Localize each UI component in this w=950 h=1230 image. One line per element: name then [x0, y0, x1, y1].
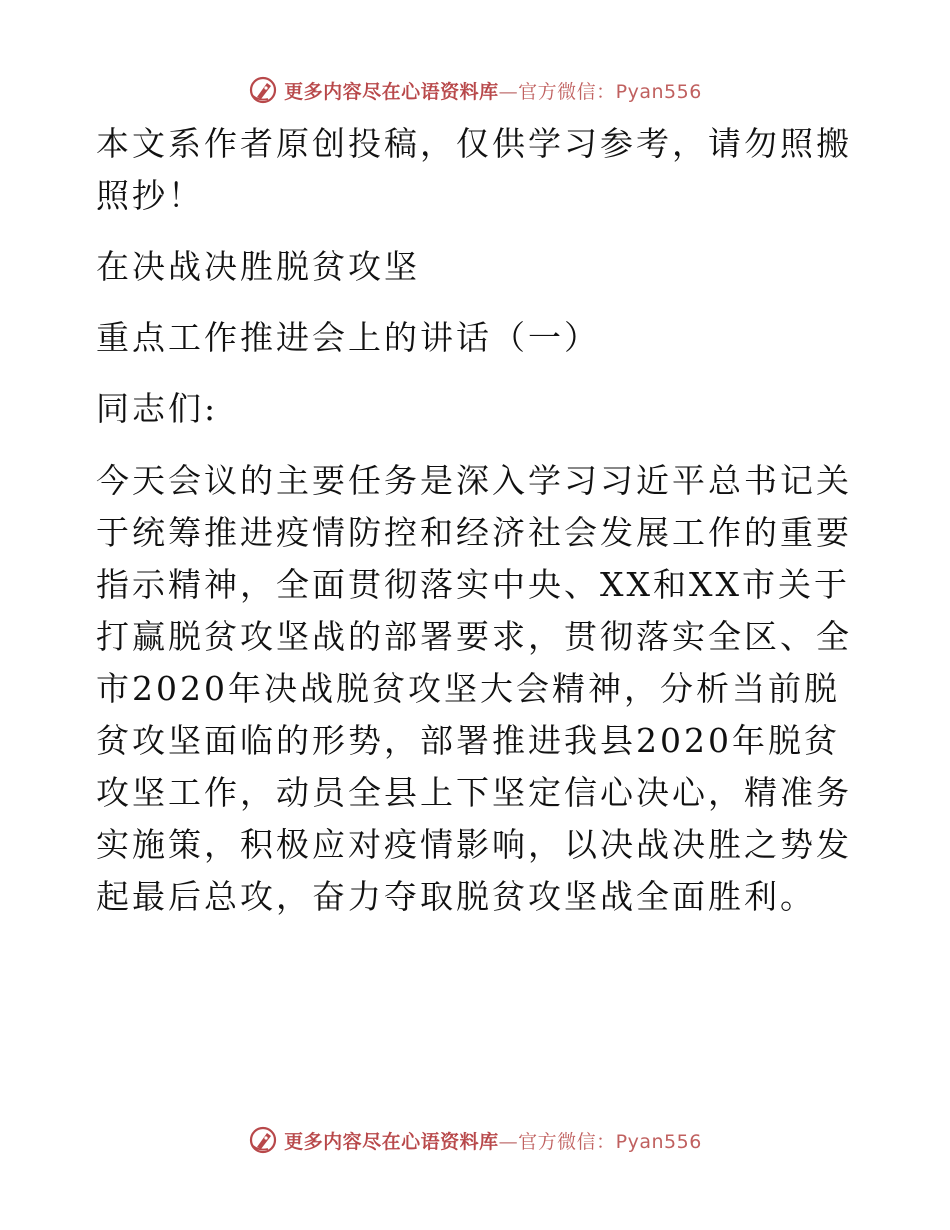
footer-watermark	[0, 1120, 950, 1160]
watermark-separator: —	[498, 1130, 519, 1153]
header-watermark	[0, 70, 950, 110]
watermark-wechat: 官方微信：Pyan556	[518, 80, 702, 103]
body-paragraph: 今天会议的主要任务是深入学习习近平总书记关于统筹推进疫情防控和经济社会发展工作的重要指示精神，全面贯彻落实中央、XX和XX市关于打赢脱贫攻坚战的部署要求，贯彻落实全区、全市2020年决战脱贫攻坚大会精神，分析当前脱贫攻坚面临的形势，部署推进我县2020年脱贫攻坚工作，动员全县上下坚定信心决心，精准务实施策，积极应对疫情影响，以决战决胜之势发起最后总攻，奋力夺取脱贫攻坚战全面胜利。	[96, 461, 852, 916]
copyright-notice: 本文系作者原创投稿，仅供学习参考，请勿照搬照抄！	[96, 124, 852, 215]
title-line-1: 在决战决胜脱贫攻坚	[96, 247, 420, 286]
pen-nib-logo-icon	[248, 75, 278, 105]
pen-nib-logo-icon	[248, 1125, 278, 1155]
document-body	[96, 118, 866, 923]
watermark-text	[284, 77, 702, 104]
title-line-2: 重点工作推进会上的讲话（一）	[96, 318, 600, 357]
watermark-brand: 更多内容尽在心语资料库	[284, 80, 499, 103]
watermark-brand: 更多内容尽在心语资料库	[284, 1130, 499, 1153]
watermark-text	[284, 1127, 702, 1154]
watermark-separator: —	[498, 80, 519, 103]
salutation: 同志们:	[96, 389, 219, 428]
watermark-wechat: 官方微信：Pyan556	[518, 1130, 702, 1153]
